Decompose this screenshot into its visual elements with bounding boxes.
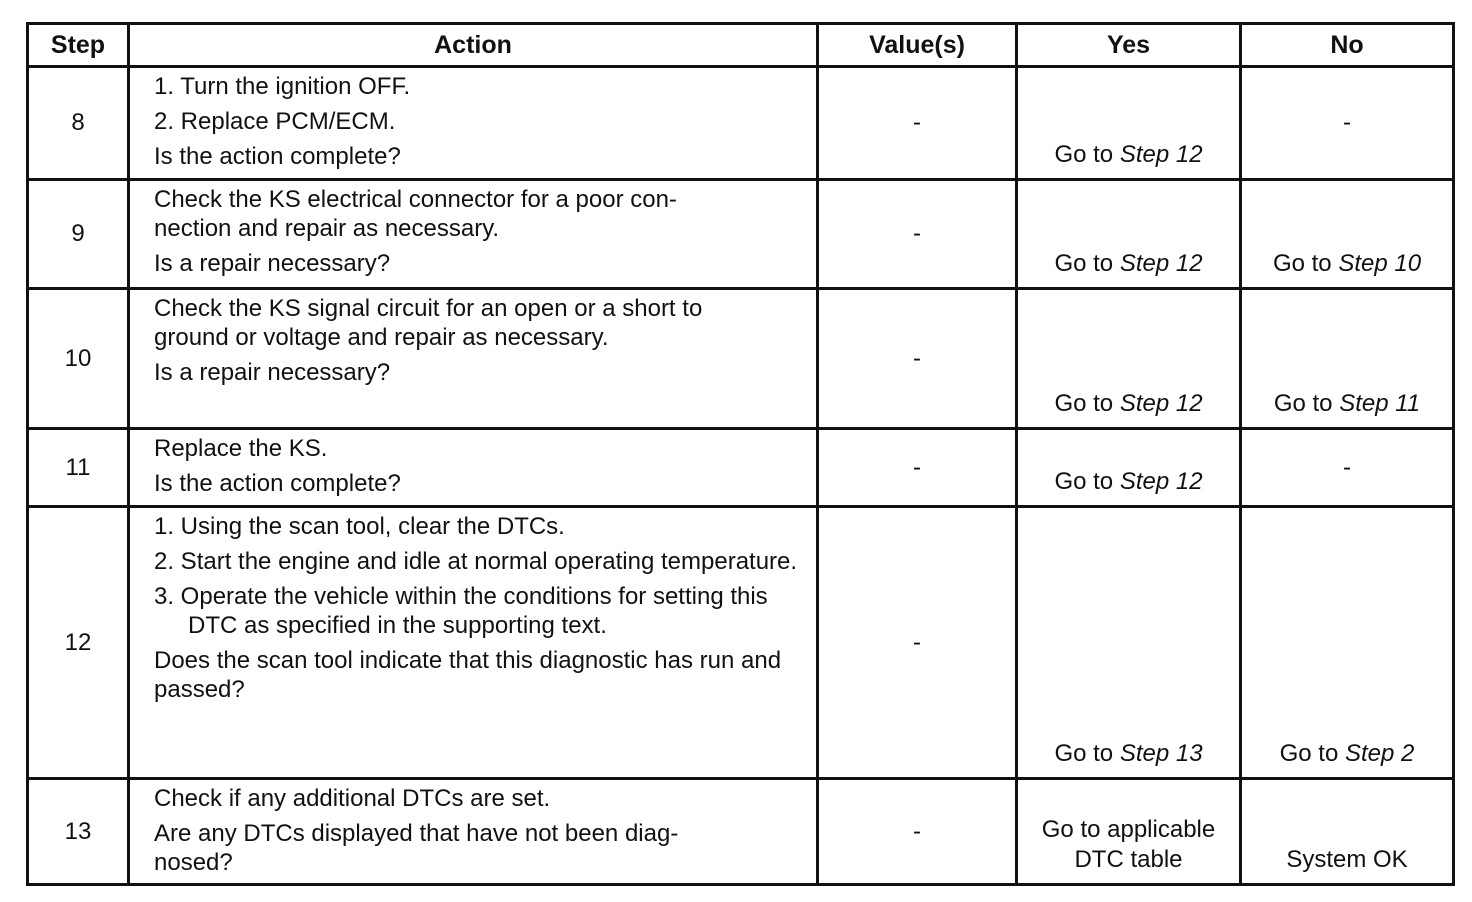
diagnostic-table [26, 22, 1455, 886]
header-step: Step [28, 24, 129, 67]
yes-cell [1017, 180, 1241, 289]
yes-step-ref: Step 13 [1119, 740, 1203, 767]
no-step-ref: Step 11 [1339, 390, 1421, 417]
no-cell [1241, 507, 1454, 779]
action-line: Does the scan tool indicate that this diagnostic has run and passed? [154, 647, 782, 703]
header-no: No [1241, 24, 1454, 67]
no-cell [1241, 180, 1454, 289]
value-cell: - [818, 779, 1017, 885]
no-cell [1241, 289, 1454, 429]
action-cell [129, 289, 818, 429]
table-row [28, 67, 1454, 180]
action-line: Is the action complete? [154, 143, 401, 170]
go-to-text: Go to [1054, 390, 1114, 417]
action-line: Are any DTCs displayed that have not been diag- [154, 820, 679, 847]
go-to-text: Go to [1279, 740, 1339, 767]
table-row [28, 289, 1454, 429]
action-line: nection and repair as necessary. [154, 215, 500, 242]
action-line: Replace the KS. [154, 435, 328, 462]
table-row [28, 507, 1454, 779]
table-row [28, 180, 1454, 289]
value-cell: - [818, 180, 1017, 289]
action-line: Is the action complete? [154, 470, 401, 497]
yes-step-ref: Step 12 [1119, 141, 1203, 168]
header-values: Value(s) [818, 24, 1017, 67]
step-number: 10 [28, 289, 129, 429]
table-row [28, 779, 1454, 885]
action-cell [129, 429, 818, 507]
step-number: 12 [28, 507, 129, 779]
go-to-text: Go to [1272, 250, 1332, 277]
yes-step-ref: Step 12 [1119, 390, 1203, 417]
action-line: Is a repair necessary? [154, 250, 391, 277]
go-to-text: Go to [1273, 390, 1333, 417]
yes-step-ref: Step 12 [1119, 250, 1203, 277]
action-line: Is a repair necessary? [154, 359, 391, 386]
header-action: Action [129, 24, 818, 67]
action-cell [129, 779, 818, 885]
value-cell: - [818, 67, 1017, 180]
action-line: Check if any additional DTCs are set. [154, 785, 551, 812]
go-to-text: Go to [1054, 250, 1114, 277]
go-to-text: Go to [1054, 740, 1114, 767]
action-line: 1. Using the scan tool, clear the DTCs. [154, 513, 565, 540]
no-cell: - [1241, 67, 1454, 180]
action-line: nosed? [154, 849, 233, 876]
header-yes: Yes [1017, 24, 1241, 67]
action-line: ground or voltage and repair as necessary. [154, 324, 609, 351]
table-row [28, 429, 1454, 507]
go-to-text: Go to [1054, 141, 1114, 168]
yes-cell: Go to applicable DTC table [1017, 779, 1241, 885]
step-number: 8 [28, 67, 129, 180]
value-cell: - [818, 507, 1017, 779]
go-to-text: Go to [1054, 468, 1114, 495]
yes-cell [1017, 507, 1241, 779]
yes-cell [1017, 429, 1241, 507]
action-line: Check the KS signal circuit for an open or a short to [154, 295, 703, 322]
value-cell: - [818, 289, 1017, 429]
action-cell [129, 67, 818, 180]
action-line: 2. Start the engine and idle at normal operating temperature. [154, 548, 798, 575]
header-row [28, 24, 1454, 67]
action-line: 1. Turn the ignition OFF. [154, 73, 411, 100]
action-line: 3. Operate the vehicle within the conditions for setting this DTC as specified in the supporting text. [154, 583, 768, 639]
yes-step-ref: Step 12 [1119, 468, 1203, 495]
no-cell: - [1241, 429, 1454, 507]
action-cell [129, 180, 818, 289]
value-cell: - [818, 429, 1017, 507]
no-cell: System OK [1241, 779, 1454, 885]
step-number: 13 [28, 779, 129, 885]
no-step-ref: Step 10 [1338, 250, 1422, 277]
no-step-ref: Step 2 [1344, 740, 1415, 767]
action-line: Check the KS electrical connector for a poor con- [154, 186, 677, 213]
action-cell [129, 507, 818, 779]
yes-cell [1017, 289, 1241, 429]
step-number: 9 [28, 180, 129, 289]
yes-cell [1017, 67, 1241, 180]
step-number: 11 [28, 429, 129, 507]
action-line: 2. Replace PCM/ECM. [154, 108, 396, 135]
